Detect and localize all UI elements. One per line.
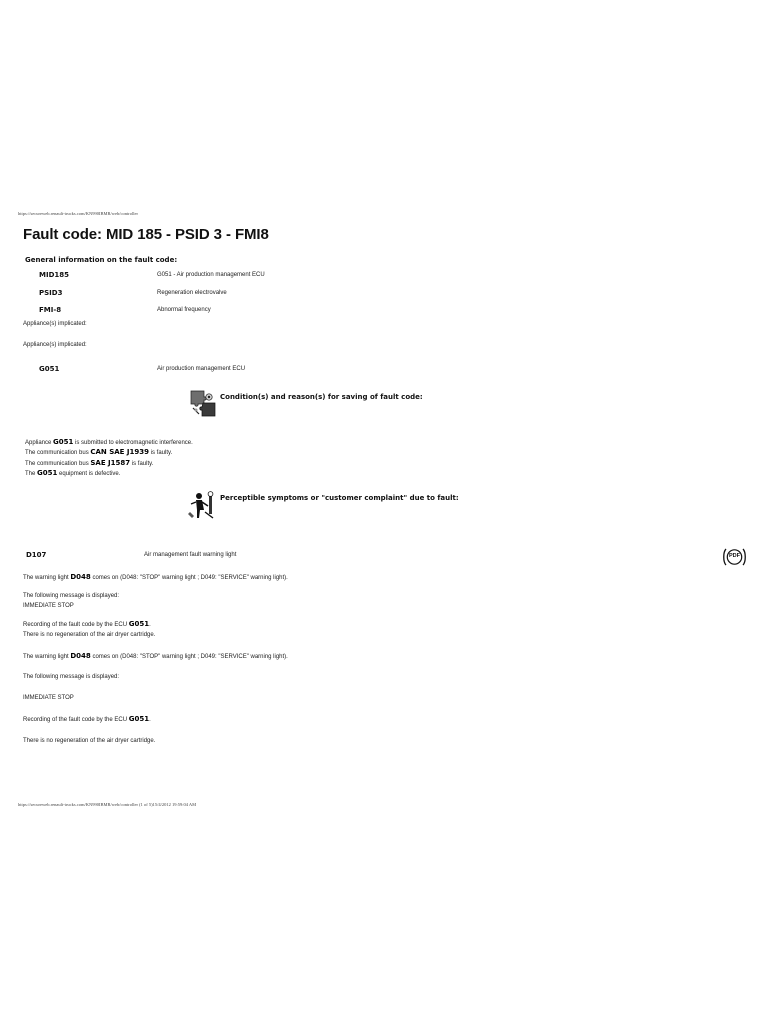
block1-warning-line: The warning light D048 comes on (D048: "STOP" warning light ; D049: "SERVICE" warning light). [23, 573, 288, 581]
appliance-desc: Air production management ECU [157, 366, 246, 372]
general-desc-psid: Regeneration electrovalve [157, 290, 227, 296]
condition-line-2: The communication bus CAN SAE J1939 is faulty. [25, 448, 173, 456]
block1-message-label: The following message is displayed: [23, 593, 120, 599]
condition-line-3: The communication bus SAE J1587 is faulty. [25, 459, 154, 467]
condition-line-4: The G051 equipment is defective. [25, 469, 121, 477]
block1-regen: There is no regeneration of the air dryer cartridge. [23, 632, 156, 638]
general-heading: General information on the fault code: [25, 256, 178, 264]
block2-message-label: The following message is displayed: [23, 674, 120, 680]
block1-record-line: Recording of the fault code by the ECU G051. [23, 620, 151, 628]
appliances-label-2: Appliance(s) implicated: [23, 342, 87, 348]
block2-message: IMMEDIATE STOP [23, 695, 74, 701]
general-code-fmi: FMI-8 [39, 306, 62, 314]
footer-url: https://secureweb.renault-trucks.com/KN990IBMR/web/controller (1 of 5)15/4/2012 19:59:04 AM [18, 802, 197, 807]
puzzle-gear-icon [190, 390, 216, 417]
block2-warning-line: The warning light D048 comes on (D048: "STOP" warning light ; D049: "SERVICE" warning light). [23, 652, 288, 660]
appliances-label-1: Appliance(s) implicated: [23, 321, 87, 327]
symptom-desc: Air management fault warning light [144, 552, 237, 558]
symptom-code: D107 [26, 551, 47, 559]
general-desc-fmi: Abnormal frequency [157, 307, 211, 313]
condition-line-1: Appliance G051 is submitted to electromagnetic interference. [25, 438, 193, 446]
block2-regen: There is no regeneration of the air dryer cartridge. [23, 738, 156, 744]
general-desc-mid: G051 - Air production management ECU [157, 272, 265, 278]
mechanic-tools-icon [188, 490, 216, 520]
pdf-warning-icon: PDF [722, 547, 747, 567]
block1-message: IMMEDIATE STOP [23, 603, 74, 609]
conditions-heading: Condition(s) and reason(s) for saving of fault code: [220, 393, 423, 401]
symptoms-heading: Perceptible symptoms or "customer complaint" due to fault: [220, 494, 459, 502]
page-title: Fault code: MID 185 - PSID 3 - FMI8 [23, 226, 269, 243]
appliance-code: G051 [39, 365, 60, 373]
block2-record-line: Recording of the fault code by the ECU G051. [23, 715, 151, 723]
general-code-psid: PSID3 [39, 289, 63, 297]
header-url: https://secureweb.renault-trucks.com/KN990IBMR/web/controller [18, 211, 138, 216]
general-code-mid: MID185 [39, 271, 69, 279]
